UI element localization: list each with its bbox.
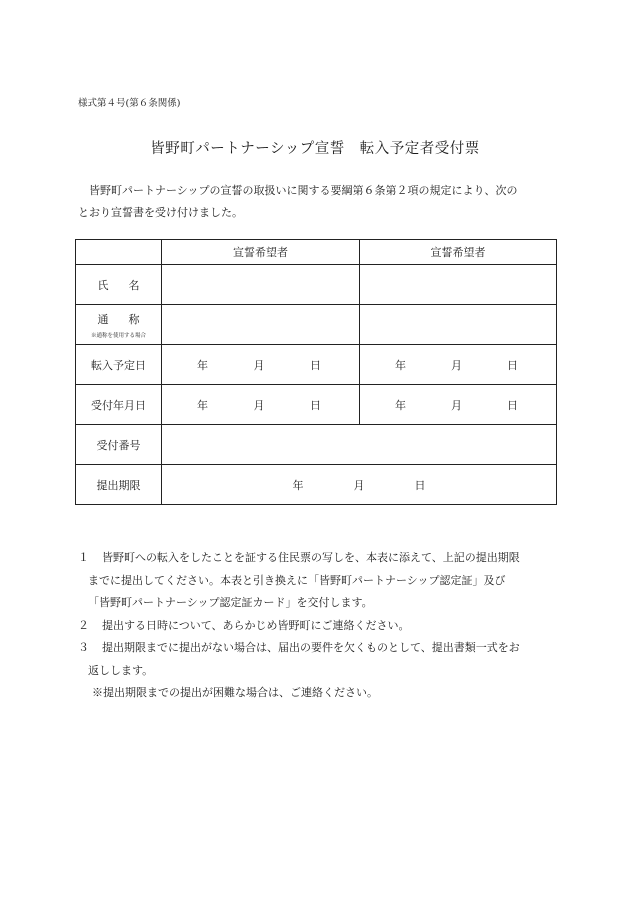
- row-reception-number: [76, 425, 557, 465]
- header-empty-cell: [76, 240, 162, 265]
- row-move-in-date: [76, 345, 557, 385]
- note-number: ３: [78, 641, 89, 654]
- note-3-line-2: 返しします。: [88, 663, 154, 677]
- alias-field-1[interactable]: [162, 305, 360, 345]
- month-unit: 月: [353, 478, 365, 492]
- note-item-3: [78, 637, 558, 660]
- name-field-2[interactable]: [360, 265, 557, 305]
- year-unit: 年: [292, 478, 304, 492]
- row-alias: [76, 305, 557, 345]
- note-text: 皆野町への転入をしたことを証する住民票の写しを、本表に添えて、上記の提出期限: [102, 551, 520, 564]
- submission-deadline-field[interactable]: [162, 465, 557, 505]
- notes-section: [78, 547, 558, 705]
- row-submission-deadline: [76, 465, 557, 505]
- reception-date-field-1[interactable]: [162, 385, 360, 425]
- reception-form-table: [75, 239, 557, 505]
- year-unit: 年: [395, 398, 406, 412]
- note-text: 提出期限までに提出がない場合は、届出の要件を欠くものとして、提出書類一式をお: [102, 641, 520, 654]
- month-unit: 月: [451, 398, 462, 412]
- alias-note: ※通称を使用する場合: [90, 332, 146, 339]
- reception-date-field-2[interactable]: [360, 385, 557, 425]
- name-field-1[interactable]: [162, 265, 360, 305]
- note-1-line-2: までに提出してください。本表と引き換えに「皆野町パートナーシップ認定証」及び: [88, 573, 506, 587]
- row-name: [76, 265, 557, 305]
- label-name: 氏名: [76, 265, 162, 305]
- header-applicant-1: 宣誓希望者: [162, 240, 360, 265]
- label-move-in-date: 転入予定日: [76, 345, 162, 385]
- day-unit: 日: [310, 358, 321, 372]
- intro-paragraph: [78, 180, 558, 224]
- move-in-date-field-1[interactable]: [162, 345, 360, 385]
- month-unit: 月: [451, 358, 462, 372]
- alias-label-text: 通称: [97, 312, 160, 326]
- move-in-date-field-2[interactable]: [360, 345, 557, 385]
- day-unit: 日: [310, 398, 321, 412]
- note-1-line-3: 「皆野町パートナーシップ認定証カード」を交付します。: [88, 596, 373, 609]
- month-unit: 月: [253, 398, 265, 412]
- label-alias: [76, 305, 162, 345]
- note-number: ２: [78, 618, 89, 632]
- day-unit: 日: [507, 358, 518, 372]
- reception-number-field[interactable]: [162, 425, 557, 465]
- table-header-row: [76, 240, 557, 265]
- document-title: 皆野町パートナーシップ宣誓 転入予定者受付票: [150, 141, 480, 157]
- note-item-2: [78, 615, 558, 638]
- year-unit: 年: [395, 358, 406, 372]
- intro-line-2: とおり宣誓書を受け付けました。: [78, 206, 243, 219]
- day-unit: 日: [414, 478, 426, 492]
- year-unit: 年: [197, 398, 208, 412]
- alias-field-2[interactable]: [360, 305, 557, 345]
- intro-line-1: 皆野町パートナーシップの宣誓の取扱いに関する要綱第６条第２項の規定により、次の: [89, 184, 518, 197]
- label-reception-number: 受付番号: [76, 425, 162, 465]
- day-unit: 日: [507, 398, 518, 412]
- header-applicant-2: 宣誓希望者: [360, 240, 557, 265]
- asterisk-note: ※提出期限までの提出が困難な場合は、ご連絡ください。: [92, 686, 378, 699]
- note-text: 提出する日時について、あらかじめ皆野町にご連絡ください。: [102, 618, 410, 632]
- month-unit: 月: [253, 358, 265, 372]
- form-number: 様式第４号(第６条関係): [78, 98, 181, 109]
- note-number: １: [78, 551, 89, 564]
- label-reception-date: 受付年月日: [76, 385, 162, 425]
- note-item-1: [78, 547, 558, 570]
- row-reception-date: [76, 385, 557, 425]
- label-submission-deadline: 提出期限: [76, 465, 162, 505]
- year-unit: 年: [197, 358, 208, 372]
